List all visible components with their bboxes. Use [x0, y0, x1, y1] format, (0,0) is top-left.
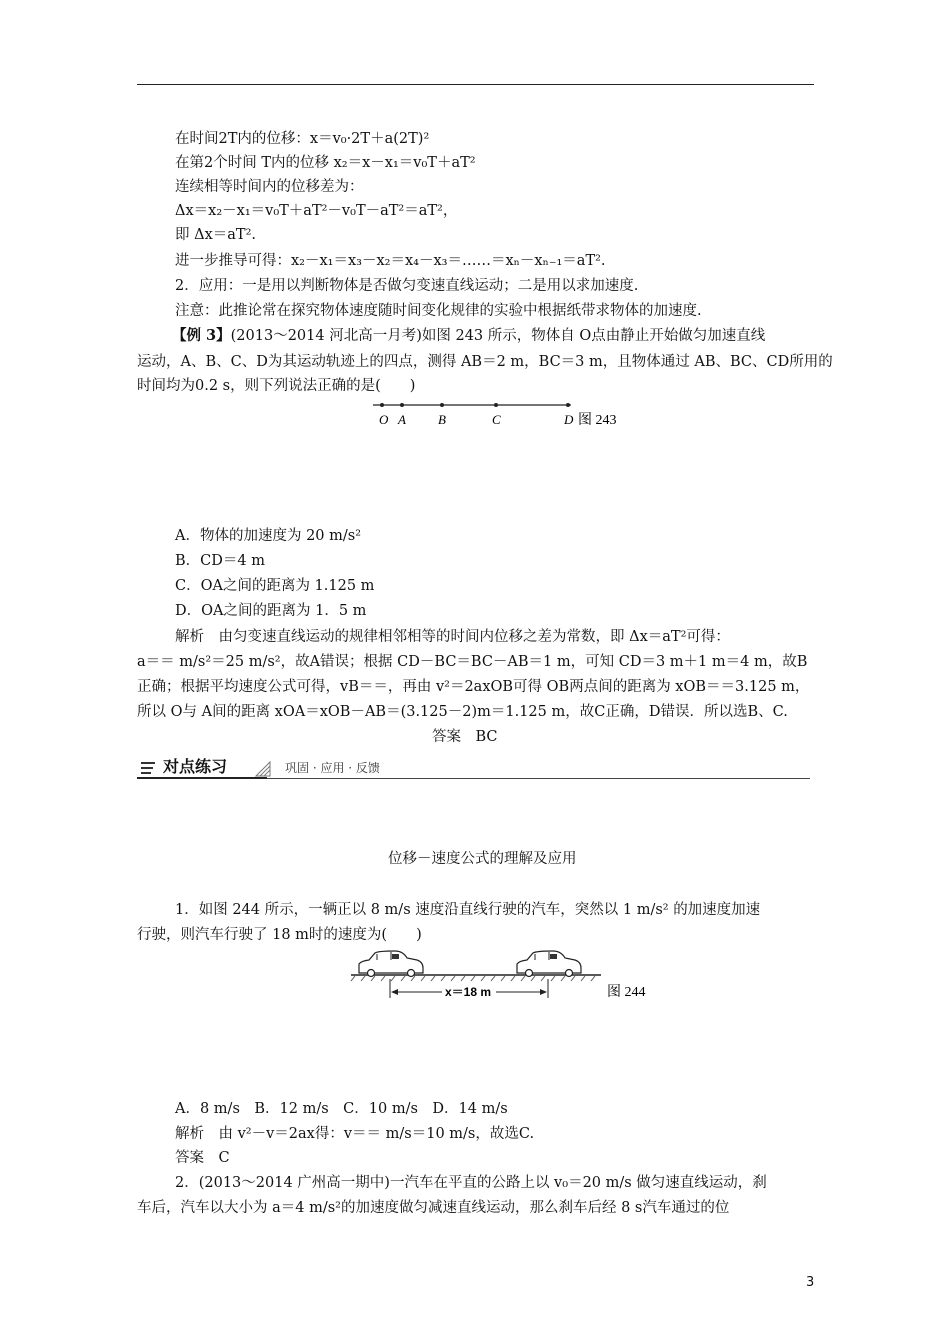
example-3-option-c: C．OA之间的距离为 1.125 m: [175, 578, 375, 594]
example-3-answer: 答案 BC: [432, 729, 498, 745]
derivation-line-2: 在第2个时间 T内的位移 x₂＝x－x₁＝v₀T＋aT²: [175, 155, 476, 171]
point-d-label: D: [564, 412, 574, 427]
example-3-analysis-3: 正确；根据平均速度公式可得，vB＝＝，再由 v²＝2axOB可得 OB两点间的距离为 xOB＝＝3.125 m，: [137, 679, 810, 695]
header-rule: [137, 84, 814, 85]
q2-line-1: 2．(2013～2014 广州高一期中)一汽车在平直的公路上以 v₀＝20 m/s 做匀速直线运动，刹: [175, 1175, 767, 1191]
example-3-tag: 【例 3】: [172, 327, 231, 344]
q1-analysis: 解析 由 v²－v＝2ax得：v＝＝ m/s＝10 m/s，故选C.: [175, 1126, 535, 1142]
section-rule-accent: [137, 777, 267, 779]
section-stripes-icon: [139, 760, 157, 776]
point-o-label: O: [379, 412, 389, 427]
q1-answer: 答案 C: [175, 1150, 230, 1166]
example-3-option-d: D．OA之间的距离为 1．5 m: [175, 603, 367, 619]
q1-line-2: 行驶，则汽车行驶了 18 m时的速度为( ): [137, 927, 422, 943]
figure-244-diagram: [345, 946, 665, 1002]
q2-line-2: 车后，汽车以大小为 a＝4 m/s²的加速度做匀减速直线运动，那么刹车后经 8 s汽车通过的位: [137, 1200, 730, 1216]
point-b-label: B: [438, 412, 446, 427]
figure-244-caption: 图 244: [607, 985, 646, 1000]
point-c-label: C: [492, 412, 501, 427]
q1-options: A．8 m/s B．12 m/s C．10 m/s D．14 m/s: [175, 1101, 508, 1117]
derivation-line-3: 连续相等时间内的位移差为：: [175, 179, 364, 195]
derivation-line-8: 注意：此推论常在探究物体速度随时间变化规律的实验中根据纸带求物体的加速度.: [175, 303, 702, 319]
page-number: 3: [806, 1275, 815, 1290]
car-2-icon: [517, 951, 581, 977]
section-triangle-icon: [255, 761, 271, 777]
figure-243-diagram: [365, 398, 625, 432]
example-3-line-3: 时间均为0.2 s，则下列说法正确的是( ): [137, 378, 416, 394]
section-subtitle: 巩固 · 应用 · 反馈: [285, 761, 380, 775]
example-3-analysis-1: 解析 由匀变速直线运动的规律相邻相等的时间内位移之差为常数，即 Δx＝aT²可得：: [175, 629, 730, 645]
example-3-line-2: 运动，A、B、C、D为其运动轨迹上的四点，测得 AB＝2 m，BC＝3 m，且物体通过 AB、BC、CD所用的: [137, 354, 833, 370]
example-3-line-1: 【例 3】(2013～2014 河北高一月考)如图 243 所示，物体自 O点由静止开始做匀加速直线: [172, 327, 766, 344]
derivation-line-7: 2．应用：一是用以判断物体是否做匀变速直线运动；二是用以求加速度.: [175, 278, 639, 294]
point-a-label: A: [398, 412, 406, 427]
figure-243-caption: 图 243: [578, 413, 617, 428]
distance-label: x＝18 m: [445, 985, 492, 999]
derivation-line-5: 即 Δx＝aT².: [175, 227, 256, 243]
car-1-icon: [359, 951, 423, 977]
section-header: [137, 757, 810, 779]
section-title: 对点练习: [163, 757, 228, 776]
q1-line-1: 1．如图 244 所示，一辆正以 8 m/s 速度沿直线行驶的汽车，突然以 1 m/s² 的加速度加速: [175, 902, 761, 918]
example-3-option-b: B．CD＝4 m: [175, 553, 265, 569]
derivation-line-4: Δx＝x₂－x₁＝v₀T＋aT²－v₀T－aT²＝aT²，: [175, 203, 458, 219]
derivation-line-1: 在时间2T内的位移：x＝v₀·2T＋a(2T)²: [175, 131, 430, 147]
derivation-line-6: 进一步推导可得：x₂－x₁＝x₃－x₂＝x₄－x₃＝……＝xₙ－xₙ₋₁＝aT².: [175, 253, 606, 269]
example-3-analysis-4: 所以 O与 A间的距离 xOA＝xOB－AB＝(3.125－2)m＝1.125 m，故C正确，D错误．所以选B、C.: [137, 704, 788, 720]
example-3-analysis-2: a＝＝ m/s²＝25 m/s²，故A错误；根据 CD－BC＝BC－AB＝1 m，可知 CD＝3 m＋1 m＝4 m，故B: [137, 654, 808, 670]
subheading: 位移－速度公式的理解及应用: [388, 851, 577, 867]
example-3-option-a: A．物体的加速度为 20 m/s²: [175, 528, 362, 544]
